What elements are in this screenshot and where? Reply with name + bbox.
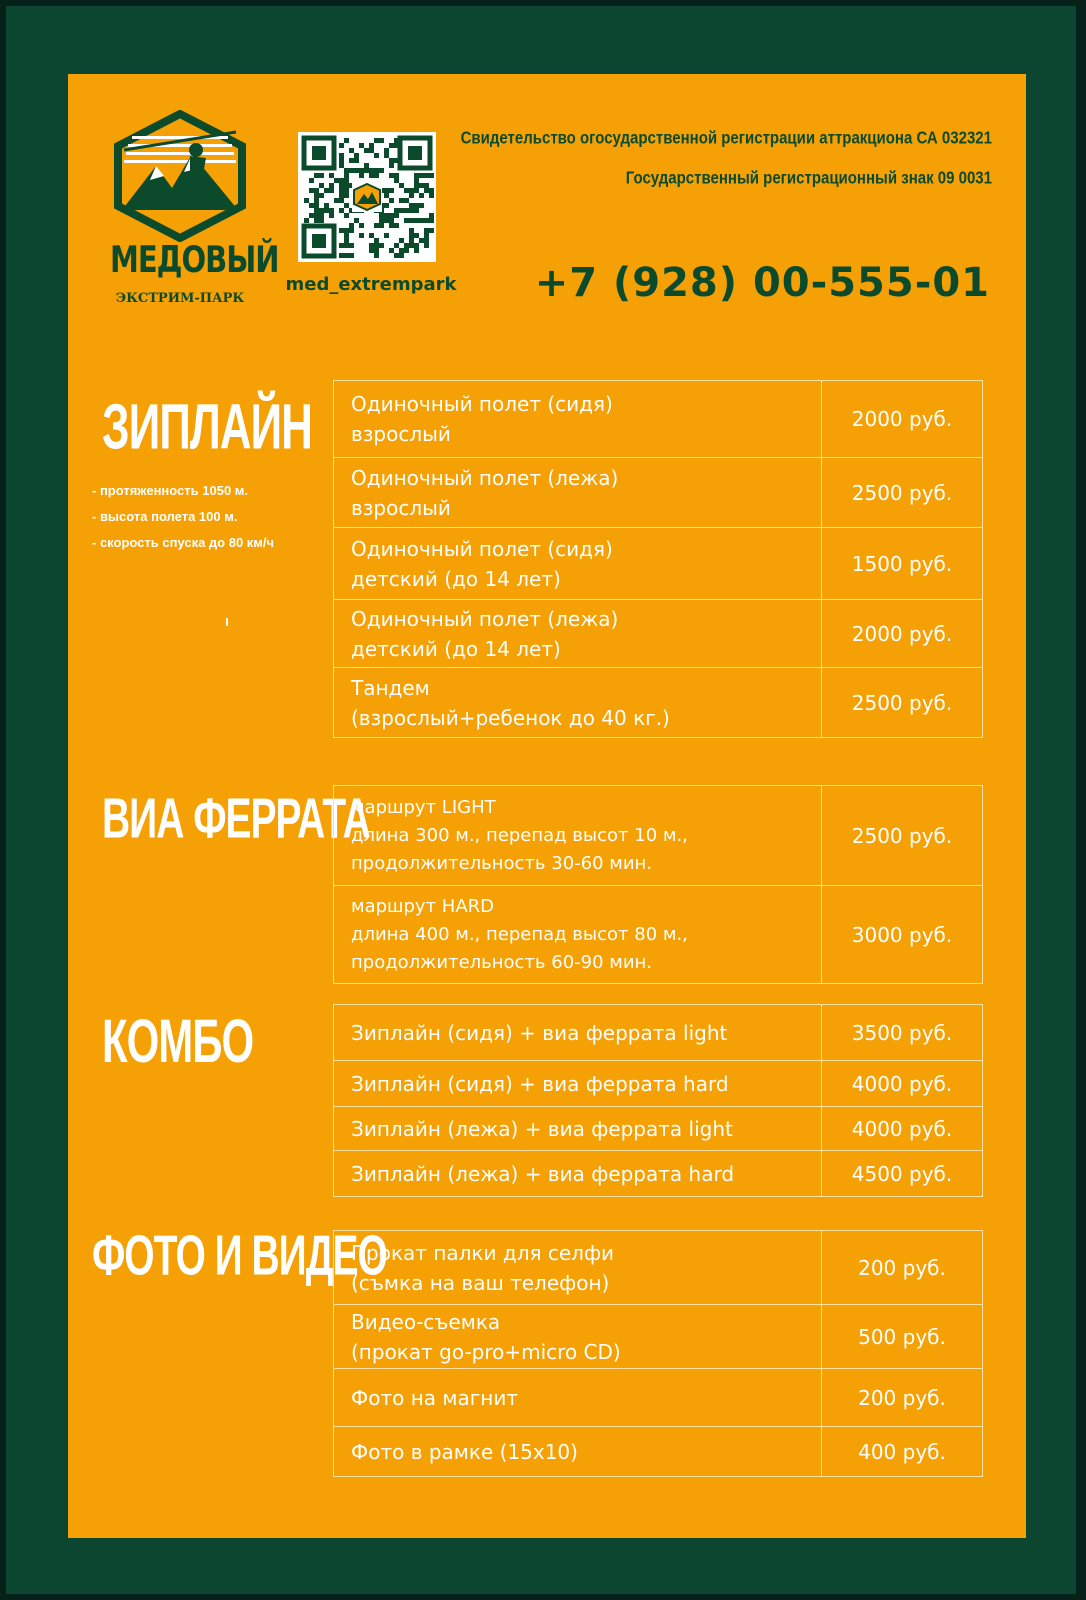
section-title-photo-video: ФОТО И ВИДЕО — [92, 1225, 387, 1288]
service-line: Видео-съемка — [351, 1309, 501, 1334]
photo-video-price-table — [333, 1230, 983, 1477]
service-cell — [334, 458, 822, 528]
table-row — [334, 1369, 983, 1427]
table-row — [334, 668, 983, 738]
price-cell: 4500 руб. — [822, 1151, 983, 1197]
service-line: Одиночный полет (сидя) — [351, 392, 613, 416]
zipline-price-table — [333, 380, 983, 738]
price-cell: 3500 руб. — [822, 1005, 983, 1061]
price-cell: 400 руб. — [822, 1427, 983, 1477]
price-cell: 4000 руб. — [822, 1061, 983, 1107]
table-row — [334, 1005, 983, 1061]
table-row — [334, 1061, 983, 1107]
service-line: продолжительность 60-90 мин. — [351, 951, 653, 973]
service-line: детский (до 14 лет) — [351, 636, 561, 661]
table-row — [334, 600, 983, 668]
price-cell: 2500 руб. — [822, 458, 983, 528]
instagram-handle[interactable]: med_extrempark — [285, 274, 457, 295]
service-cell — [334, 886, 822, 984]
price-cell: 200 руб. — [822, 1369, 983, 1427]
table-row — [334, 381, 983, 458]
service-line: взрослый — [351, 422, 451, 446]
feature-length: - протяженность 1050 м. — [92, 483, 249, 498]
table-row — [334, 1305, 983, 1369]
service-line: Одиночный полет (лежа) — [351, 606, 619, 631]
registration-certificate: Свидетельство огосударственной регистрации аттракциона СА 032321 — [460, 128, 992, 149]
feature-height: - высота полета 100 м. — [92, 509, 238, 524]
service-cell: Фото в рамке (15х10) — [334, 1427, 822, 1477]
table-row — [334, 1427, 983, 1477]
outer-frame — [6, 6, 1076, 1594]
service-line: продолжительность 30-60 мин. — [351, 852, 653, 874]
qr-code[interactable] — [298, 132, 436, 262]
table-row — [334, 786, 983, 886]
mountain-zipline-logo-icon — [110, 110, 250, 242]
table-row — [334, 886, 983, 984]
price-cell: 3000 руб. — [822, 886, 983, 984]
service-line: маршрут LIGHT — [351, 796, 496, 818]
price-poster — [68, 74, 1026, 1538]
table-row — [334, 1107, 983, 1151]
service-cell — [334, 528, 822, 600]
service-cell: Зиплайн (сидя) + виа феррата hard — [334, 1061, 822, 1107]
table-row — [334, 458, 983, 528]
service-line: Одиночный полет (сидя) — [351, 536, 613, 561]
phone-number[interactable]: +7 (928) 00-555-01 — [534, 260, 990, 306]
price-cell: 2000 руб. — [822, 600, 983, 668]
service-line: (взрослый+ребенок до 40 кг.) — [351, 705, 670, 730]
service-cell: Фото на магнит — [334, 1369, 822, 1427]
service-cell — [334, 1231, 822, 1305]
service-cell — [334, 600, 822, 668]
price-cell: 4000 руб. — [822, 1107, 983, 1151]
logo-name: МЕДОВЫЙ — [110, 238, 279, 281]
service-cell: Зиплайн (сидя) + виа феррата light — [334, 1005, 822, 1061]
price-cell: 2500 руб. — [822, 786, 983, 886]
service-line: Прокат палки для селфи — [351, 1240, 615, 1265]
price-cell: 2500 руб. — [822, 668, 983, 738]
price-cell: 200 руб. — [822, 1231, 983, 1305]
decorative-tick — [226, 618, 228, 626]
table-row — [334, 528, 983, 600]
service-line: детский (до 14 лет) — [351, 566, 561, 591]
table-row — [334, 1231, 983, 1305]
via-ferrata-price-table — [333, 785, 983, 984]
price-cell: 1500 руб. — [822, 528, 983, 600]
table-row — [334, 1151, 983, 1197]
service-line: длина 300 м., перепад высот 10 м., — [351, 824, 688, 846]
service-line: длина 400 м., перепад высот 80 м., — [351, 923, 688, 945]
park-logo — [110, 110, 279, 320]
service-cell — [334, 381, 822, 458]
section-title-combo: КОМБО — [102, 1007, 254, 1076]
price-cell: 500 руб. — [822, 1305, 983, 1369]
service-line: (съмка на ваш телефон) — [351, 1270, 610, 1295]
qr-code-icon — [298, 132, 436, 262]
service-line: маршрут HARD — [351, 895, 495, 917]
feature-speed: - скорость спуска до 80 км/ч — [92, 535, 275, 550]
service-cell: Зиплайн (лежа) + виа феррата hard — [334, 1151, 822, 1197]
service-line: (прокат go-pro+micro CD) — [351, 1339, 621, 1364]
section-title-via-ferrata: ВИА ФЕРРАТА — [102, 788, 370, 851]
zipline-features — [92, 478, 274, 556]
combo-price-table — [333, 1004, 983, 1197]
service-line: взрослый — [351, 495, 451, 520]
service-line: Тандем — [351, 675, 430, 700]
service-cell — [334, 786, 822, 886]
logo-subtitle: ЭКСТРИМ-ПАРК — [115, 291, 245, 306]
section-title-zipline: ЗИПЛАЙН — [102, 392, 312, 464]
service-cell — [334, 1305, 822, 1369]
service-line: Одиночный полет (лежа) — [351, 465, 619, 490]
price-cell: 2000 руб. — [822, 381, 983, 458]
registration-sign: Государственный регистрационный знак 09 0031 — [625, 168, 992, 189]
service-cell — [334, 668, 822, 738]
service-cell: Зиплайн (лежа) + виа феррата light — [334, 1107, 822, 1151]
